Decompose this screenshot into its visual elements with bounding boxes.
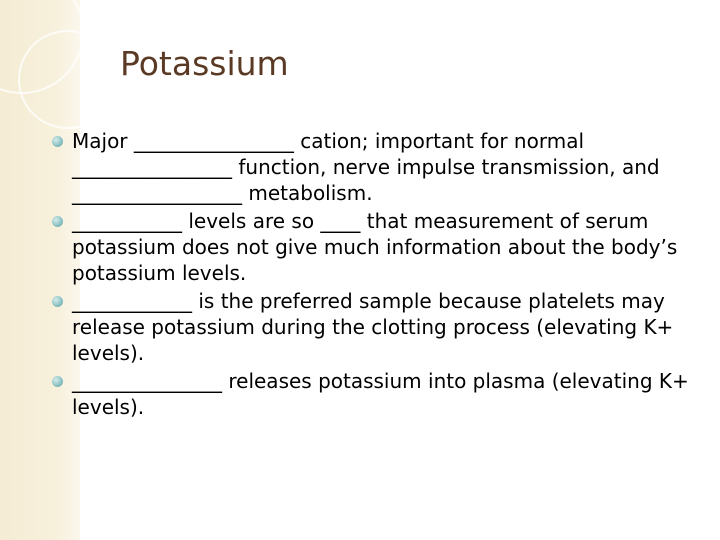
bullet-text: _______________ releases potassium into plasma (elevating K+ levels). (72, 369, 689, 419)
circle-bullet-icon (52, 296, 63, 307)
bullet-item (52, 208, 692, 286)
bullet-list (52, 128, 692, 422)
bullet-text: ___________ levels are so ____ that measurement of serum potassium does not give much information about the body’s potassium levels. (72, 209, 678, 285)
bullet-text: Major ________________ cation; important for normal ________________ function, nerve impulse transmission, and _________________ metabolism. (72, 129, 660, 205)
circle-bullet-icon (52, 136, 63, 147)
decorative-circle (18, 30, 117, 129)
bullet-item (52, 288, 692, 366)
bullet-text: ____________ is the preferred sample because platelets may release potassium during the clotting process (elevating K+ levels). (72, 289, 674, 365)
circle-bullet-icon (52, 376, 63, 387)
bullet-item (52, 368, 692, 420)
bullet-item (52, 128, 692, 206)
slide-title: Potassium (120, 44, 289, 83)
circle-bullet-icon (52, 216, 63, 227)
